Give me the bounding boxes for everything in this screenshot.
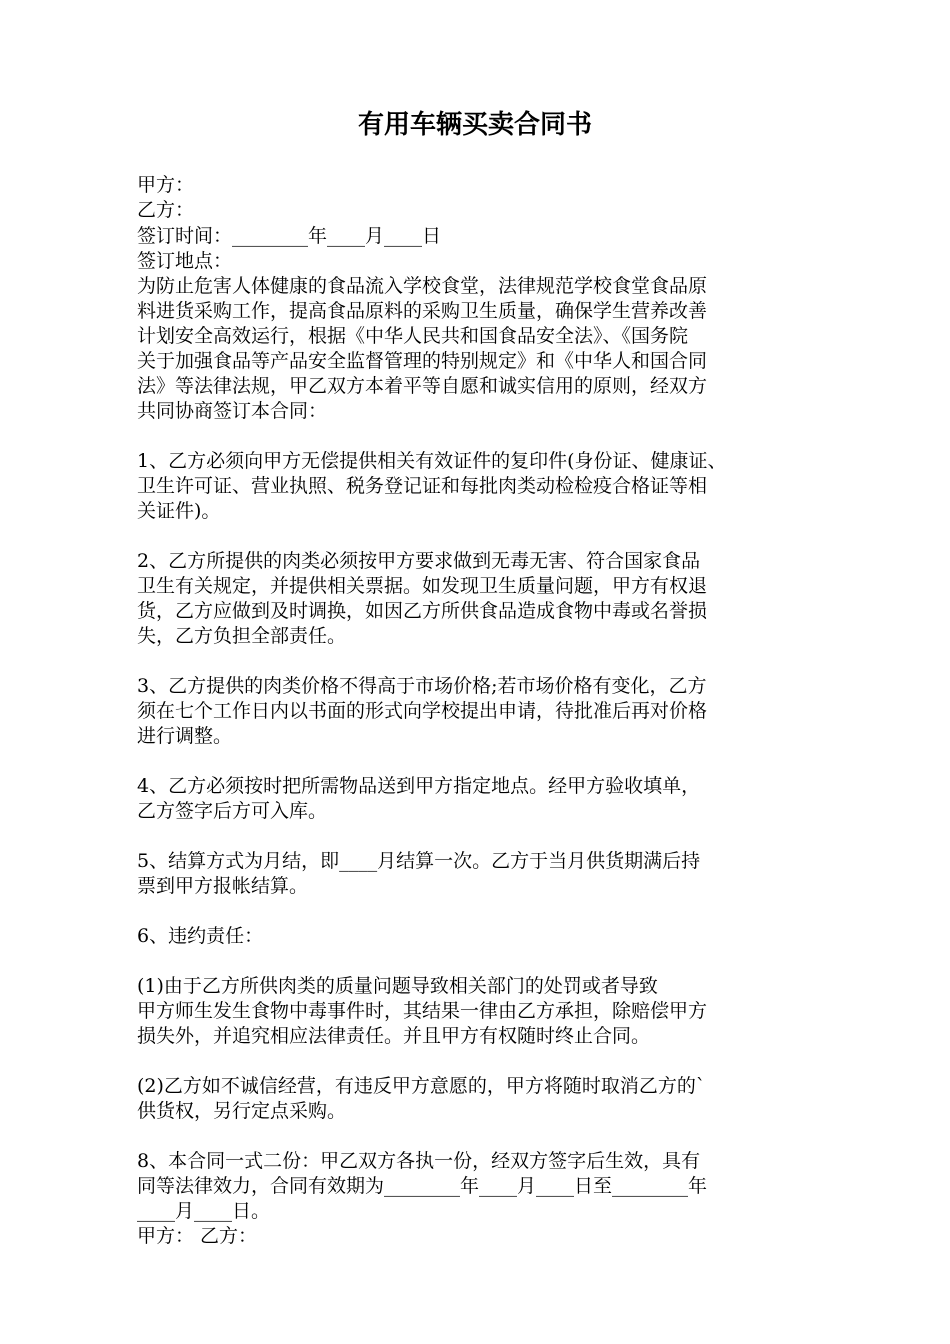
party-a-line: 甲方： — [137, 174, 195, 196]
clause-8-line: 8、本合同一式二份：甲乙双方各执一份，经双方签字后生效，具有 — [137, 1150, 701, 1172]
clause-6-1-line: 甲方师生发生食物中毒事件时，其结果一律由乙方承担，除赔偿甲方 — [137, 1000, 708, 1022]
clause-3-line: 进行调整。 — [137, 725, 233, 747]
clause-3-line: 3、乙方提供的肉类价格不得高于市场价格;若市场价格有变化，乙方 — [137, 675, 707, 697]
clause-6-2-line: 供货权，另行定点采购。 — [137, 1100, 347, 1122]
document-title: 有用车辆买卖合同书 — [357, 110, 592, 140]
party-b-line: 乙方： — [137, 199, 195, 221]
intro-line: 共同协商签订本合同： — [137, 400, 328, 422]
clause-5-line: 票到甲方报帐结算。 — [137, 875, 309, 897]
clause-2-line: 2、乙方所提供的肉类必须按甲方要求做到无毒无害、符合国家食品 — [137, 550, 701, 572]
intro-line: 料进货采购工作，提高食品原料的采购卫生质量，确保学生营养改善 — [137, 300, 708, 322]
clause-2-line: 卫生有关规定，并提供相关票据。如发现卫生质量问题，甲方有权退 — [137, 575, 708, 597]
clause-1-line: 卫生许可证、营业执照、税务登记证和每批肉类动检检疫合格证等相 — [137, 475, 708, 497]
clause-6-heading: 6、违约责任： — [137, 925, 264, 947]
intro-line: 法》等法律法规，甲乙双方本着平等自愿和诚实信用的原则，经双方 — [137, 375, 708, 397]
intro-line: 为防止危害人体健康的食品流入学校食堂，法律规范学校食堂食品原 — [137, 275, 708, 297]
clause-8-line: ____月____日。 — [137, 1200, 271, 1222]
clause-1-line: 关证件)。 — [137, 500, 221, 522]
clause-2-line: 失，乙方负担全部责任。 — [137, 625, 347, 647]
intro-line: 计划安全高效运行，根据《中华人民共和国食品安全法》、《国务院 — [137, 325, 689, 347]
clause-6-1-line: (1)由于乙方所供肉类的质量问题导致相关部门的处罚或者导致 — [137, 975, 658, 997]
signing-place-line: 签订地点： — [137, 250, 233, 272]
clause-6-2-line: (2)乙方如不诚信经营，有违反甲方意愿的，甲方将随时取消乙方的` — [137, 1075, 706, 1097]
clause-8-line: 同等法律效力，合同有效期为________年____月____日至________年 — [137, 1175, 708, 1197]
signing-date-line: 签订时间：________年____月____日 — [137, 225, 442, 247]
intro-line: 关于加强食品等产品安全监督管理的特别规定》和《中华人和国合同 — [137, 350, 708, 372]
clause-4-line: 4、乙方必须按时把所需物品送到甲方指定地点。经甲方验收填单， — [137, 775, 701, 797]
signature-line: 甲方： 乙方： — [137, 1225, 258, 1247]
clause-1-line: 1、乙方必须向甲方无偿提供相关有效证件的复印件(身份证、健康证、 — [137, 450, 727, 472]
clause-3-line: 须在七个工作日内以书面的形式向学校提出申请，待批准后再对价格 — [137, 700, 708, 722]
clause-5-line: 5、结算方式为月结，即____月结算一次。乙方于当月供货期满后持 — [137, 850, 701, 872]
clause-2-line: 货，乙方应做到及时调换，如因乙方所供食品造成食物中毒或名誉损 — [137, 600, 708, 622]
clause-6-1-line: 损失外，并追究相应法律责任。并且甲方有权随时终止合同。 — [137, 1025, 651, 1047]
clause-4-line: 乙方签字后方可入库。 — [137, 800, 328, 822]
